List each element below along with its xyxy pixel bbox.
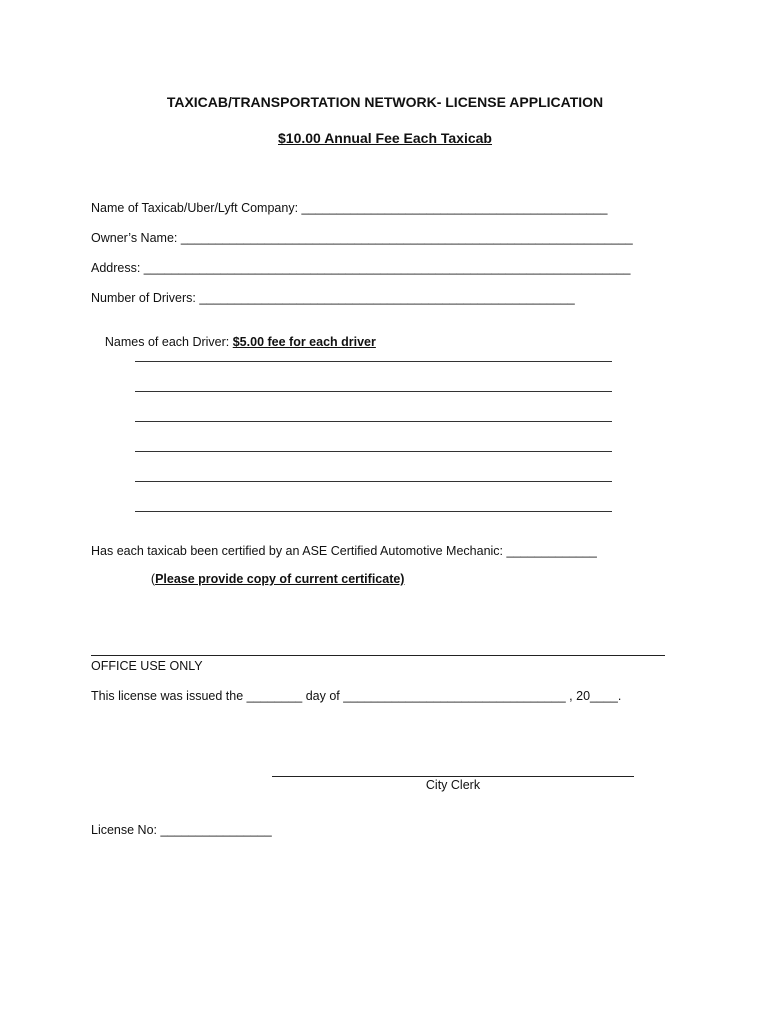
driver-name-line[interactable] xyxy=(135,451,612,452)
driver-name-line[interactable] xyxy=(135,361,612,362)
company-name-field[interactable]: Name of Taxicab/Uber/Lyft Company: ____________________________________________ xyxy=(91,201,608,215)
driver-names-label-text: Names of each Driver: xyxy=(104,335,233,349)
driver-fee-note: $5.00 fee for each driver xyxy=(232,335,376,349)
ase-certification-field[interactable]: Has each taxicab been certified by an ASE Certified Automotive Mechanic: _____________ xyxy=(91,544,597,558)
number-of-drivers-field[interactable]: Number of Drivers: ______________________________________________________ xyxy=(91,291,575,305)
form-title: TAXICAB/TRANSPORTATION NETWORK- LICENSE APPLICATION xyxy=(166,94,604,110)
office-use-heading: OFFICE USE ONLY xyxy=(91,659,203,673)
office-use-divider xyxy=(91,655,665,656)
driver-name-line[interactable] xyxy=(135,421,612,422)
certificate-note-paren: ( xyxy=(150,572,156,586)
annual-fee-heading: $10.00 Annual Fee Each Taxicab xyxy=(278,130,492,146)
address-field[interactable]: Address: ______________________________________________________________________ xyxy=(91,261,631,275)
owner-name-field[interactable]: Owner’s Name: _________________________________________________________________ xyxy=(91,231,633,245)
license-number-field[interactable]: License No: ________________ xyxy=(91,823,272,837)
city-clerk-label: City Clerk xyxy=(425,778,481,792)
license-issued-line[interactable]: This license was issued the ________ day of ________________________________ , 20____. xyxy=(91,689,622,703)
driver-names-label xyxy=(91,321,376,363)
certificate-note-text: Please provide copy of current certificate) xyxy=(155,572,405,586)
driver-name-line[interactable] xyxy=(135,391,612,392)
city-clerk-signature-line[interactable] xyxy=(272,776,634,777)
certificate-copy-note xyxy=(137,558,404,600)
driver-name-line[interactable] xyxy=(135,511,612,512)
driver-name-line[interactable] xyxy=(135,481,612,482)
